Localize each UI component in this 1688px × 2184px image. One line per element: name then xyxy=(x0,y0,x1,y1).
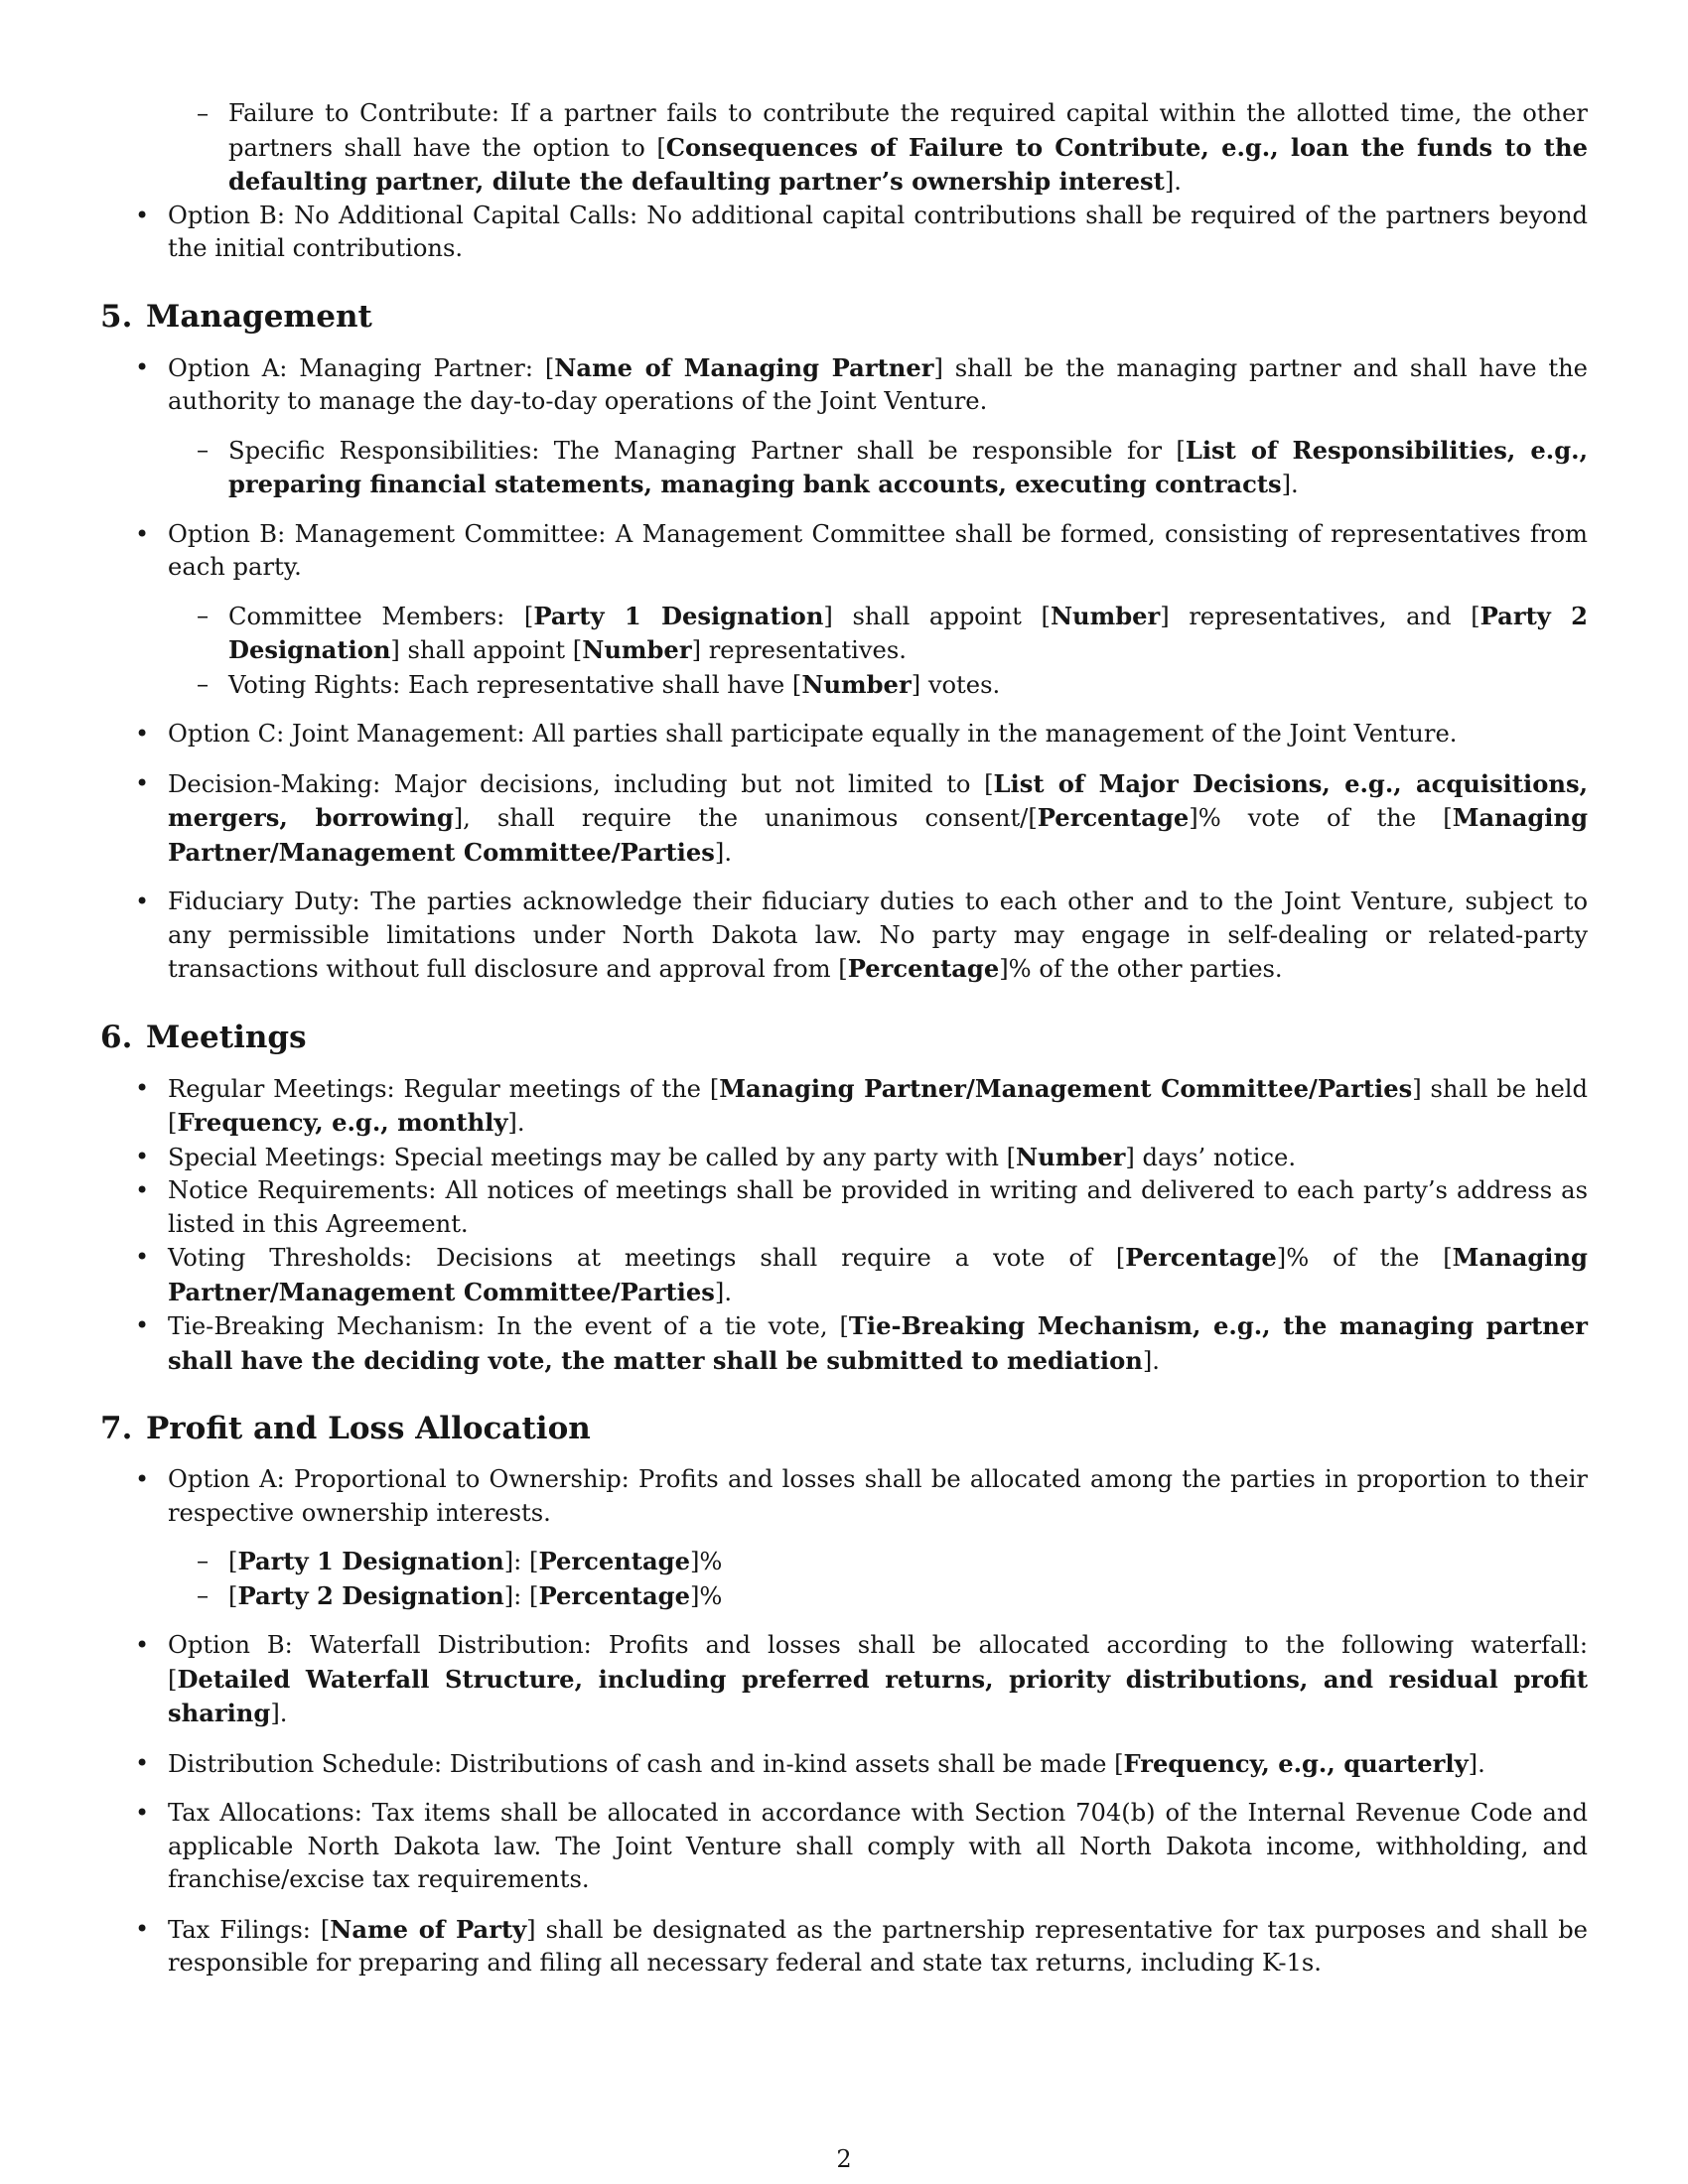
list-item xyxy=(168,1579,1588,1614)
list-item xyxy=(168,668,1588,703)
paragraph: • Tax Filings: [Name of Party] shall be designated as the partnership representative for tax purposes and shall be responsible for preparing and filing all necessary federal and state tax returns, including K-1s. xyxy=(168,1914,1588,1977)
placeholder: Percentage xyxy=(1037,803,1190,832)
list-item xyxy=(168,1545,1588,1579)
placeholder: Name of Managing Partner xyxy=(554,352,934,382)
list-item xyxy=(100,1241,1588,1309)
list-item xyxy=(100,97,1588,200)
paragraph: – Voting Rights: Each representative shall have [Number] votes. xyxy=(228,669,1001,699)
list-item xyxy=(100,1463,1588,1613)
capital-option-b-list xyxy=(100,200,1588,266)
paragraph: • Fiduciary Duty: The parties acknowledge their fiduciary duties to each other and to the Joint Venture, subject to any permissible limitations under North Dakota law. No party may engage in self-dealing or related-party transactions without full disclosure and approval from [Percentage]% of the other parties. xyxy=(168,887,1588,983)
list-item xyxy=(100,1174,1588,1241)
paragraph: • Option B: Management Committee: A Management Committee shall be formed, consisting of representatives from each party. xyxy=(168,519,1588,581)
sub-list xyxy=(100,600,1588,703)
paragraph: • Option B: Waterfall Distribution: Profits and losses shall be allocated according to the following waterfall: [Detailed Waterfall Structure, including preferred returns, priority distributions, and residual profit sharing]. xyxy=(168,1631,1588,1727)
placeholder: Detailed Waterfall Structure, including preferred returns, priority distributions, and residual profit sharing xyxy=(168,1664,1588,1727)
placeholder: Number xyxy=(582,635,692,664)
list-item xyxy=(100,1629,1588,1731)
placeholder: Percentage xyxy=(538,1547,690,1575)
placeholder: Number xyxy=(1016,1142,1126,1171)
placeholder: List of Responsibilities, e.g., preparing financial statements, managing bank accounts, executing contracts xyxy=(228,435,1588,498)
profit-loss-list xyxy=(100,1463,1588,1980)
placeholder: Tie-Breaking Mechanism, e.g., the managing partner shall have the deciding vote, the matter shall be submitted to mediation xyxy=(168,1311,1589,1375)
paragraph: – Committee Members: [Party 1 Designation] shall appoint [Number] representatives, and [Party 2 Designation] shall appoint [Number] representatives. xyxy=(228,601,1588,664)
paragraph: • Regular Meetings: Regular meetings of the [Managing Partner/Management Committee/Parties] shall be held [Frequency, e.g., monthly]. xyxy=(168,1073,1588,1137)
placeholder: Number xyxy=(1050,601,1161,630)
management-list xyxy=(100,351,1588,987)
list-item xyxy=(100,518,1588,703)
placeholder: Percentage xyxy=(847,954,1000,983)
list-item xyxy=(100,1141,1588,1175)
placeholder: Name of Party xyxy=(330,1914,527,1944)
placeholder: Party 1 Designation xyxy=(237,1547,504,1575)
sub-list xyxy=(100,434,1588,502)
paragraph: – [Party 2 Designation]: [Percentage]% xyxy=(228,1580,723,1610)
list-item xyxy=(100,767,1588,871)
placeholder: Party 2 Designation xyxy=(228,601,1588,664)
page-number: 2 xyxy=(836,2145,852,2173)
paragraph: • Option B: No Additional Capital Calls: No additional capital contributions shall be required of the partners beyond the initial contributions. xyxy=(168,201,1588,262)
sub-list xyxy=(100,1545,1588,1613)
placeholder: Managing Partner/Management Committee/Parties xyxy=(168,1243,1588,1306)
placeholder: Party 1 Designation xyxy=(533,601,824,630)
paragraph: • Distribution Schedule: Distributions of cash and in-kind assets shall be made [Frequency, e.g., quarterly]. xyxy=(168,1748,1485,1778)
placeholder: Frequency, e.g., monthly xyxy=(177,1108,508,1137)
paragraph: • Voting Thresholds: Decisions at meetings shall require a vote of [Percentage]% of the [Managing Partner/Management Committee/Parties]. xyxy=(168,1243,1588,1306)
placeholder: Party 2 Designation xyxy=(237,1580,504,1610)
paragraph: • Option A: Managing Partner: [Name of Managing Partner] shall be the managing partner and shall have the authority to manage the day-to-day operations of the Joint Venture. xyxy=(168,352,1588,415)
paragraph: • Decision-Making: Major decisions, including but not limited to [List of Major Decisions, e.g., acquisitions, mergers, borrowing], shall require the unanimous consent/[Percentage]% vote of the [Managing Partner/Management Committee/Parties]. xyxy=(168,768,1588,867)
list-item xyxy=(100,1747,1588,1782)
paragraph: – [Party 1 Designation]: [Percentage]% xyxy=(228,1547,723,1575)
list-item xyxy=(100,1072,1588,1141)
placeholder: Number xyxy=(801,669,912,699)
list-item xyxy=(100,1913,1588,1980)
placeholder: Percentage xyxy=(1125,1243,1277,1272)
list-item xyxy=(100,886,1588,987)
section-heading-management: 5. Management xyxy=(100,298,372,335)
list-item xyxy=(100,200,1588,266)
list-item xyxy=(100,351,1588,502)
paragraph: • Special Meetings: Special meetings may be called by any party with [Number] days’ notice. xyxy=(168,1142,1297,1171)
section-heading-meetings: 6. Meetings xyxy=(100,1019,307,1055)
placeholder: Frequency, e.g., quarterly xyxy=(1123,1748,1469,1778)
placeholder: List of Major Decisions, e.g., acquisitions, mergers, borrowing xyxy=(168,768,1588,832)
paragraph: – Failure to Contribute: If a partner fails to contribute the required capital within the allotted time, the other partners shall have the option to [Consequences of Failure to Contribute, e.g., loan the funds to the defaulting partner, dilute the defaulting partner’s ownership interest]. xyxy=(228,99,1589,196)
capital-continuation-list xyxy=(100,97,1588,200)
page-content xyxy=(100,97,1588,1980)
placeholder: Managing Partner/Management Committee/Parties xyxy=(168,803,1588,867)
paragraph: • Option A: Proportional to Ownership: Profits and losses shall be allocated among the parties in proportion to their respective ownership interests. xyxy=(168,1465,1588,1527)
paragraph: • Tax Allocations: Tax items shall be allocated in accordance with Section 704(b) of the Internal Revenue Code and applicable North Dakota law. The Joint Venture shall comply with all North Dakota income, withholding, and franchise/excise tax requirements. xyxy=(168,1799,1588,1893)
list-item xyxy=(100,1797,1588,1897)
placeholder: Percentage xyxy=(538,1580,690,1610)
paragraph: • Tie-Breaking Mechanism: In the event of a tie vote, [Tie-Breaking Mechanism, e.g., the managing partner shall have the deciding vote, the matter shall be submitted to mediation]. xyxy=(168,1311,1589,1375)
list-item xyxy=(168,600,1588,668)
section-heading-profit-loss: 7. Profit and Loss Allocation xyxy=(100,1411,591,1446)
meetings-list xyxy=(100,1072,1588,1379)
paragraph: • Notice Requirements: All notices of meetings shall be provided in writing and delivered to each party’s address as listed in this Agreement. xyxy=(168,1176,1588,1238)
paragraph: • Option C: Joint Management: All parties shall participate equally in the management of the Joint Venture. xyxy=(168,720,1458,748)
sub-list xyxy=(100,97,1588,200)
list-item xyxy=(168,434,1588,502)
failure-to-contribute-item xyxy=(168,97,1588,200)
paragraph: – Specific Responsibilities: The Managing Partner shall be responsible for [List of Responsibilities, e.g., preparing financial statements, managing bank accounts, executing contracts]. xyxy=(228,435,1588,498)
list-item xyxy=(100,718,1588,751)
placeholder: Managing Partner/Management Committee/Parties xyxy=(719,1073,1413,1103)
placeholder: Consequences of Failure to Contribute, e.g., loan the funds to the defaulting partner, dilute the defaulting partner’s ownership interest xyxy=(228,132,1589,196)
list-item xyxy=(100,1309,1588,1378)
